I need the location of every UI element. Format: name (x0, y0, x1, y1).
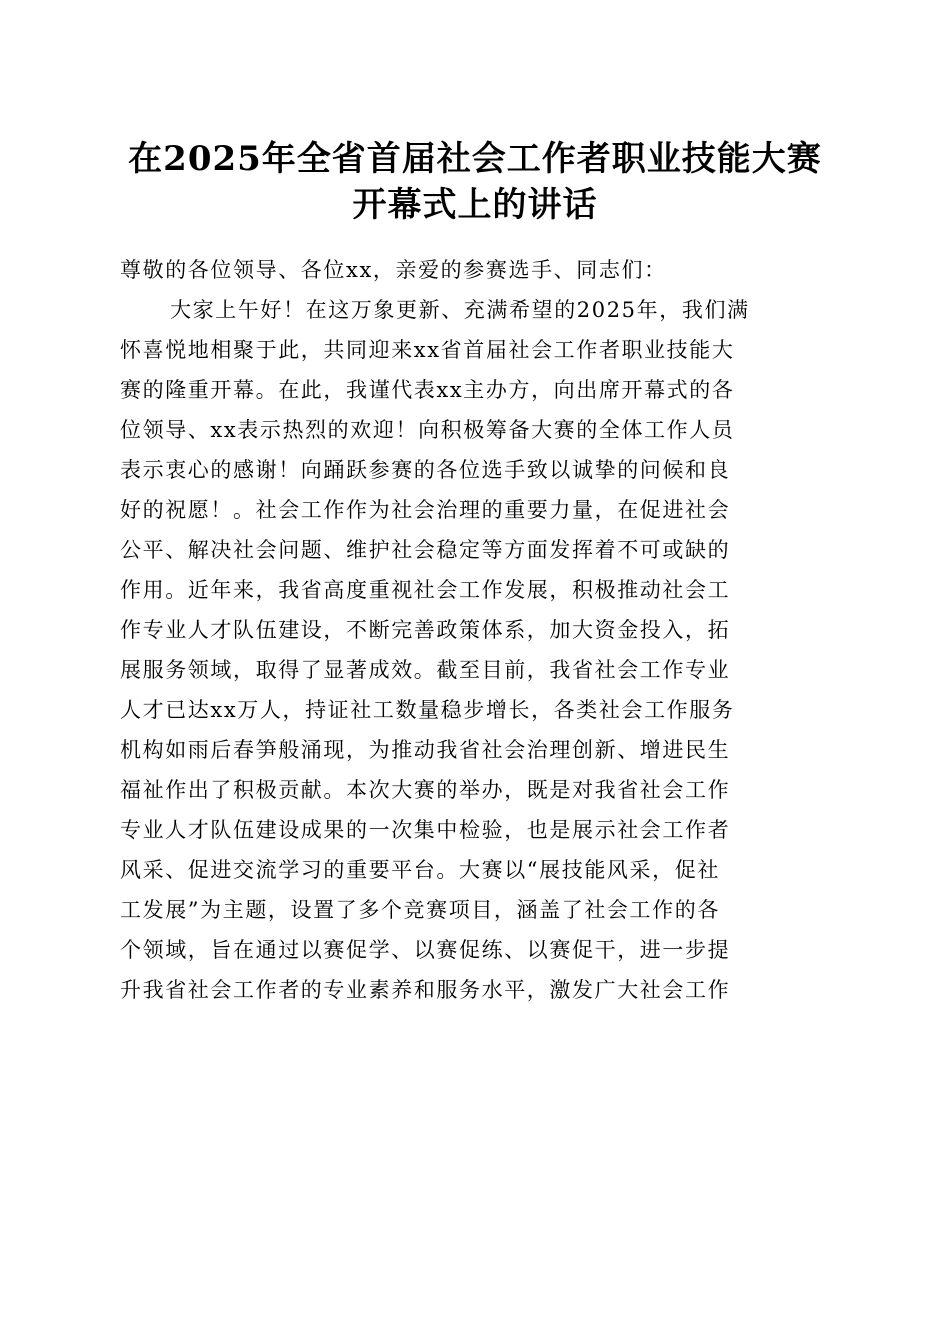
body-line: 好的祝愿！。社会工作作为社会治理的重要力量，在促进社会 (120, 498, 731, 522)
document-body (120, 250, 826, 1010)
body-line: 专业人才队伍建设成果的一次集中检验，也是展示社会工作者 (120, 818, 731, 842)
body-line: 怀喜悦地相聚于此，共同迎来xx省首届社会工作者职业技能大 (120, 338, 735, 362)
body-line: 位领导、xx表示热烈的欢迎！向积极筹备大赛的全体工作人员 (120, 418, 735, 442)
title-line-1: 在2025年全省首届社会工作者职业技能大赛 (128, 139, 822, 179)
body-line: 作专业人才队伍建设，不断完善政策体系，加大资金投入，拓 (120, 618, 731, 642)
body-line: 赛的隆重开幕。在此，我谨代表xx主办方，向出席开幕式的各 (120, 378, 735, 402)
body-line: 升我省社会工作者的专业素养和服务水平，激发广大社会工作 (120, 978, 731, 1002)
body-line: 工发展”为主题，设置了多个竞赛项目，涵盖了社会工作的各 (120, 898, 720, 922)
body-line: 人才已达xx万人，持证社工数量稳步增长，各类社会工作服务 (120, 698, 735, 722)
body-line: 福祉作出了积极贡献。本次大赛的举办，既是对我省社会工作 (120, 778, 731, 802)
body-line: 公平、解决社会问题、维护社会稳定等方面发挥着不可或缺的 (120, 538, 731, 562)
body-line: 作用。近年来，我省高度重视社会工作发展，积极推动社会工 (120, 578, 731, 602)
salutation: 尊敬的各位领导、各位xx，亲爱的参赛选手、同志们： (120, 258, 667, 282)
body-line: 机构如雨后春笋般涌现，为推动我省社会治理创新、增进民生 (120, 738, 731, 762)
title-line-2: 开幕式上的讲话 (352, 185, 598, 225)
body-line: 个领域，旨在通过以赛促学、以赛促练、以赛促干，进一步提 (120, 938, 731, 962)
body-line: 表示衷心的感谢！向踊跃参赛的各位选手致以诚挚的问候和良 (120, 458, 731, 482)
document-title (100, 136, 850, 228)
body-line: 大家上午好！在这万象更新、充满希望的2025年，我们满 (170, 298, 750, 322)
body-line: 风采、促进交流学习的重要平台。大赛以“展技能风采，促社 (120, 858, 720, 882)
body-line: 展服务领域，取得了显著成效。截至目前，我省社会工作专业 (120, 658, 731, 682)
